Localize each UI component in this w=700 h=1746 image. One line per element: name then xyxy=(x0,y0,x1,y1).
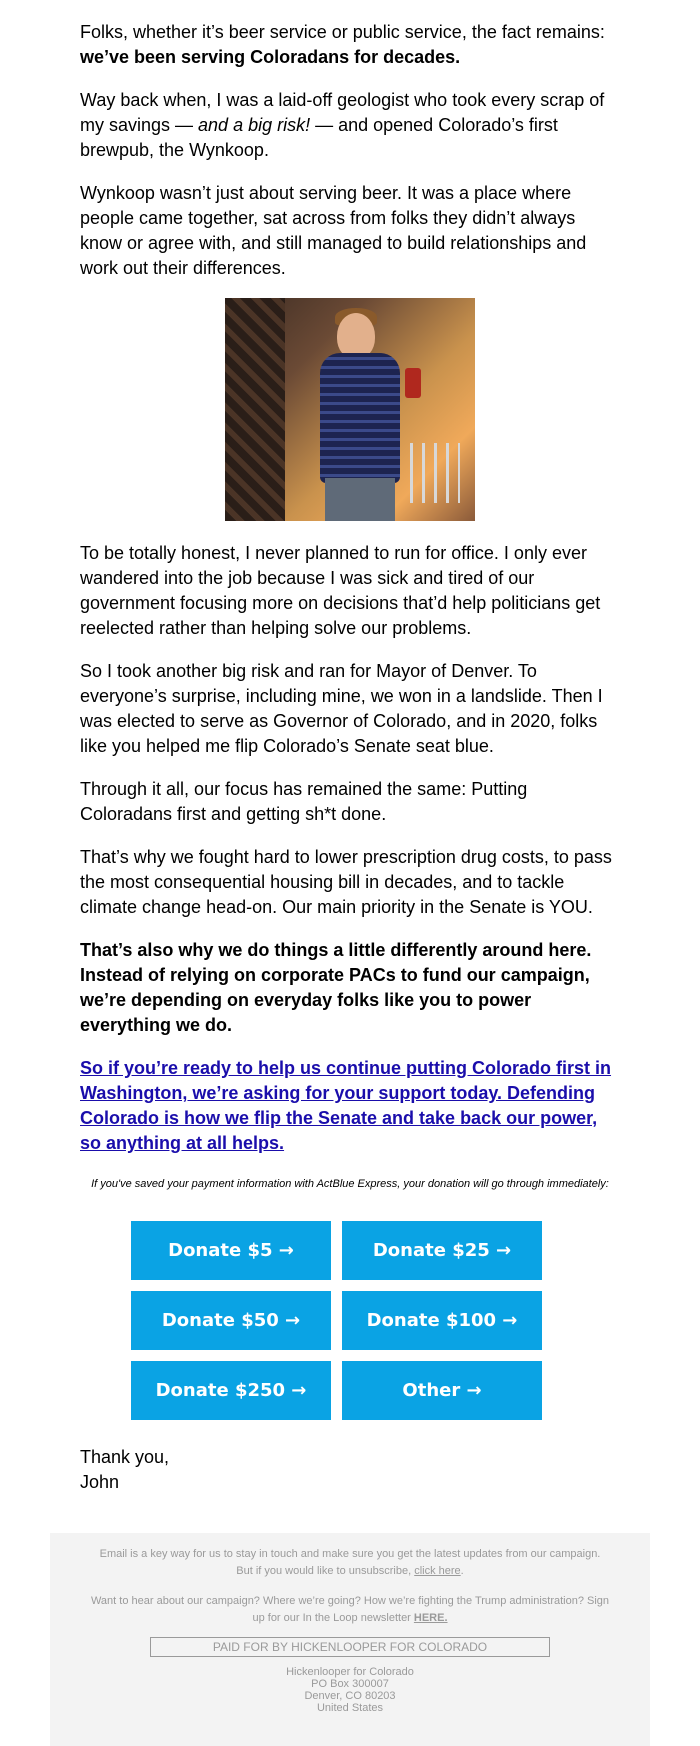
unsubscribe-link[interactable]: click here xyxy=(414,1565,461,1577)
wynkoop-photo xyxy=(225,298,475,521)
intro-paragraph xyxy=(80,20,620,70)
donate-other-button[interactable]: Other → xyxy=(342,1361,542,1420)
office-paragraph: To be totally honest, I never planned to run for office. I only ever wandered into the job because I was sick and tired of our government focusing more on decisions that’d help politicians get reelected rather than helping solve our problems. xyxy=(80,543,601,638)
intro-text: Folks, whether it’s beer service or public service, the fact remains: xyxy=(80,22,605,42)
unsubscribe-text: Email is a key way for us to stay in touch and make sure you get the latest updates from our campaign. But if you would like to unsubscribe, xyxy=(99,1548,601,1577)
address-line-box: PO Box 300007 xyxy=(311,1678,389,1690)
donate-100-button[interactable]: Donate $100 → xyxy=(342,1291,542,1350)
brewpub-text-start: Way back when, I was a laid-off geologist who took every scrap of my savings — xyxy=(80,90,605,135)
intro-bold-text: we’ve been serving Coloradans for decades. xyxy=(80,47,461,67)
address-line-country: United States xyxy=(316,1702,384,1714)
donate-25-button[interactable]: Donate $25 → xyxy=(342,1221,542,1280)
wynkoop-paragraph: Wynkoop wasn’t just about serving beer. It was a place where people came together, sat across from folks they didn’t always know or agree with, and still managed to build relationships and work out their differences. xyxy=(80,183,587,278)
brewpub-paragraph xyxy=(80,88,620,163)
email-footer xyxy=(50,1533,650,1746)
priority-paragraph: That’s why we fought hard to lower prescription drug costs, to pass the most consequential housing bill in decades, and to tackle climate change head-on. Our main priority in the Senate is YOU. xyxy=(80,847,612,917)
photo-plaid-shirt xyxy=(320,353,400,483)
focus-paragraph: Through it all, our focus has remained the same: Putting Coloradans first and getting sh*t done. xyxy=(80,779,528,824)
donate-250-button[interactable]: Donate $250 → xyxy=(131,1361,331,1420)
brewpub-italic-text: and a big risk! xyxy=(198,115,311,135)
photo-beer-taps xyxy=(410,443,460,503)
newsletter-text: Want to hear about our campaign? Where we’re going? How we’re fighting the Trump administration? Sign up for our In the Loop newsletter xyxy=(90,1595,610,1624)
donate-5-button[interactable]: Donate $5 → xyxy=(131,1221,331,1280)
donate-cta-link[interactable]: So if you’re ready to help us continue putting Colorado first in Washington, we’re asking for your support today. Defending Colorado is how we flip the Senate and take back our power, so anything at all helps. xyxy=(80,1058,612,1153)
unsubscribe-notice xyxy=(90,1546,610,1580)
address-line-org: Hickenlooper for Colorado xyxy=(286,1666,414,1678)
brewpub-text-end: — and opened Colorado’s first brewpub, the Wynkoop. xyxy=(80,115,558,160)
unsubscribe-end: . xyxy=(460,1565,464,1577)
photo-beer-glass xyxy=(405,368,421,398)
newsletter-notice xyxy=(90,1593,610,1627)
donate-50-button[interactable]: Donate $50 → xyxy=(131,1291,331,1350)
signoff-thanks: Thank you, xyxy=(80,1447,170,1467)
mayor-paragraph: So I took another big risk and ran for Mayor of Denver. To everyone’s surprise, including mine, we won in a landslide. Then I was elected to serve as Governor of Colorado, and in 2020, folks like you helped me flip Colorado’s Senate seat blue. xyxy=(80,661,603,756)
photo-window-detail xyxy=(225,298,285,521)
pacs-paragraph: That’s also why we do things a little differently around here. Instead of relying on corporate PACs to fund our campaign, we’re depending on everyday folks like you to power everything we do. xyxy=(80,940,592,1035)
paid-for-disclaimer: PAID FOR BY HICKENLOOPER FOR COLORADO xyxy=(150,1637,550,1657)
photo-pants xyxy=(325,478,395,521)
mailing-address xyxy=(50,1666,650,1714)
signoff-name: John xyxy=(80,1472,120,1492)
actblue-note: If you've saved your payment information with ActBlue Express, your donation will go through immediately: xyxy=(91,1178,609,1190)
newsletter-link[interactable]: HERE. xyxy=(413,1612,448,1624)
address-line-city: Denver, CO 80203 xyxy=(304,1690,396,1702)
